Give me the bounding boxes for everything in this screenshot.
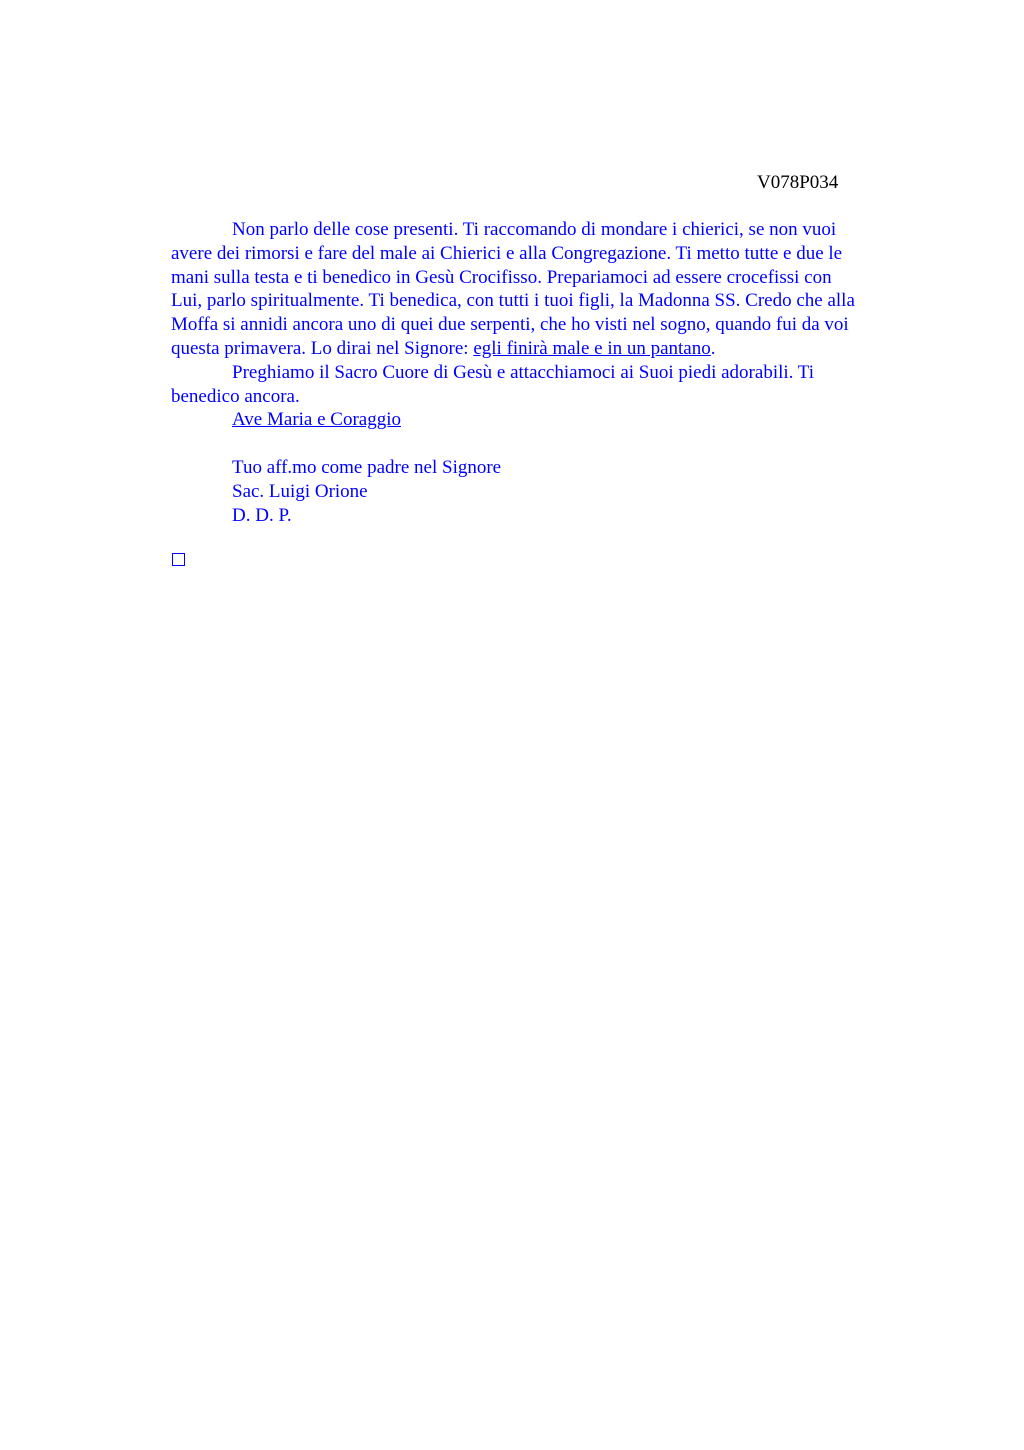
paragraph-1-last-line [171, 337, 923, 361]
last-line-suffix: . [710, 337, 716, 359]
paragraph-2-line: benedico ancora. [171, 385, 300, 407]
paragraph-2-line: Preghiamo il Sacro Cuore di Gesù e attacchiamoci ai Suoi piedi adorabili. Ti [232, 361, 815, 383]
end-marker-square-icon [172, 553, 185, 566]
paragraph-1-line: Lui, parlo spiritualmente. Ti benedica, con tutti i tuoi figli, la Madonna SS. Credo che alla [171, 290, 855, 312]
blank-line [171, 432, 923, 456]
salutation: Ave Maria e Coraggio [232, 409, 402, 431]
signature: Sac. Luigi Orione [232, 480, 368, 502]
paragraph-1-line: mani sulla testa e ti benedico in Gesù Crocifisso. Prepariamoci ad essere crocefissi con [171, 266, 832, 288]
page-reference-code: V078P034 [757, 172, 839, 193]
closing: Tuo aff.mo come padre nel Signore [232, 456, 502, 478]
letter-body [171, 218, 923, 527]
paragraph-1-line: Non parlo delle cose presenti. Ti raccomando di mondare i chierici, se non vuoi [232, 219, 837, 240]
paragraph-2 [171, 361, 923, 409]
signature-suffix: D. D. P. [232, 504, 292, 526]
paragraph-1 [171, 218, 923, 361]
underlined-phrase: egli finirà male e in un pantano [473, 337, 711, 359]
paragraph-1-line: Moffa si annidi ancora uno di quei due serpenti, che ho visti nel sogno, quando fui da voi [171, 314, 849, 336]
paragraph-1-line: avere dei rimorsi e fare del male ai Chierici e alla Congregazione. Ti metto tutte e due le [171, 242, 843, 264]
last-line-prefix: questa primavera. Lo dirai nel Signore: [171, 337, 474, 359]
salutation-line [171, 408, 923, 432]
